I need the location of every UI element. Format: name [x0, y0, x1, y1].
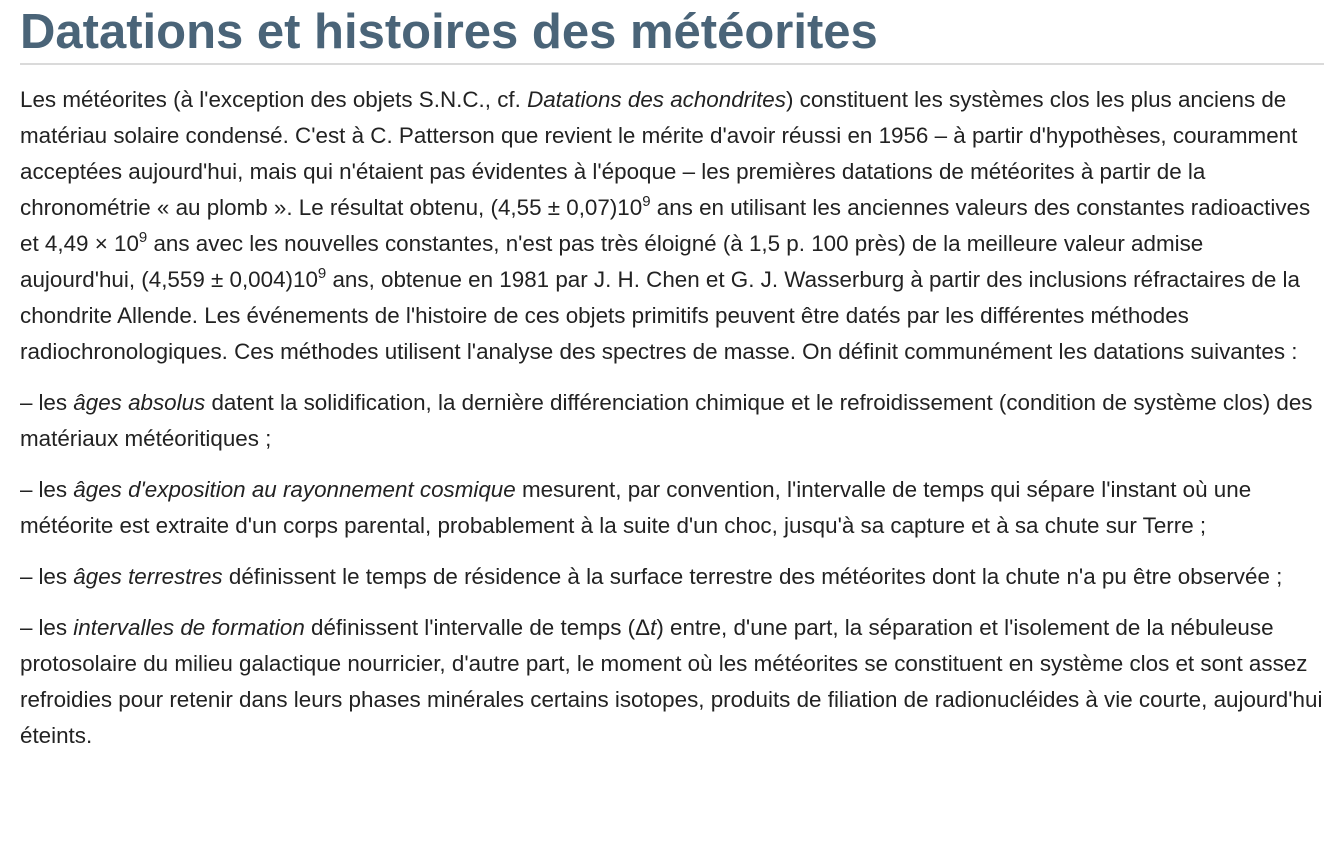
item-term: âges absolus: [73, 390, 206, 415]
exponent-2: 9: [138, 228, 148, 246]
list-item-exposure-ages: [20, 472, 1324, 544]
list-item-absolute-ages: [20, 385, 1324, 457]
item-term: intervalles de formation: [73, 615, 305, 640]
list-item-terrestrial-ages: [20, 559, 1324, 595]
page-title: Datations et histoires des météorites: [20, 5, 878, 59]
item-text-2: ) entre, d'une part, la séparation et l'isolement de la nébuleuse protosolaire du milieu galactique nourricier, d'autre part, le moment où les météorites se constituent en système clos et sont assez refroidies pour retenir dans leurs phases minérales certains isotopes, produits de filiation de radionucléides à vie courte, aujourd'hui éteints.: [20, 615, 1323, 748]
intro-text-5: ans, obtenue en 1981 par J. H. Chen et G. J. Wasserburg à partir des inclusions réfractaires de la chondrite Allende. Les événements de l'histoire de ces objets primitifs peuvent être datés par les différentes méthodes radiochronologiques. Ces méthodes utilisent l'analyse des spectres de masse. On définit communément les datations suivantes :: [20, 267, 1300, 364]
item-text: mesurent, par convention, l'intervalle de temps qui sépare l'instant où une météorite est extraite d'un corps parental, probablement à la suite d'un choc, jusqu'à sa capture et à sa chute sur Terre ;: [20, 477, 1252, 538]
intro-text-1: Les météorites (à l'exception des objets S.N.C., cf.: [20, 87, 528, 112]
title-divider: [20, 63, 1324, 65]
item-lead: les: [38, 477, 74, 502]
item-term: âges terrestres: [73, 564, 223, 589]
exponent-3: 9: [317, 264, 327, 282]
time-variable: t: [650, 615, 657, 640]
intro-text-4: ans avec les nouvelles constantes, n'est pas très éloigné (à 1,5 p. 100 près) de la meilleure valeur admise aujourd'hui, (4,559 ± 0,004)10: [20, 231, 1204, 292]
intro-text-2: ) constituent les systèmes clos les plus anciens de matériau solaire condensé. C'est à C. Patterson que revient le mérite d'avoir réussi en 1956 – à partir d'hypothèses, couramment acceptées aujourd'hui, mais qui n'étaient pas évidentes à l'époque – les premières datations de météorites à partir de la chronométrie « au plomb ». Le résultat obtenu, (4,55 ± 0,07)10: [20, 87, 1298, 220]
dash-marker: –: [20, 390, 33, 415]
item-lead: les: [38, 615, 74, 640]
item-text-1: définissent l'intervalle de temps (Δ: [304, 615, 651, 640]
dash-marker: –: [20, 477, 33, 502]
dash-marker: –: [20, 615, 33, 640]
article: [20, 0, 1324, 754]
item-lead: les: [38, 564, 74, 589]
item-term: âges d'exposition au rayonnement cosmique: [73, 477, 516, 502]
exponent-1: 9: [642, 192, 651, 210]
dash-marker: –: [20, 564, 33, 589]
item-text: définissent le temps de résidence à la surface terrestre des météorites dont la chute n'a pu être observée ;: [222, 564, 1283, 589]
intro-text-3: ans en utilisant les anciennes valeurs des constantes radioactives et 4,49 × 10: [20, 195, 1311, 256]
achondrites-reference: Datations des achondrites: [527, 87, 786, 112]
intro-paragraph: [20, 82, 1324, 370]
list-item-formation-intervals: [20, 610, 1324, 754]
item-text: datent la solidification, la dernière différenciation chimique et le refroidissement (condition de système clos) des matériaux météoritiques ;: [20, 390, 1313, 451]
item-lead: les: [38, 390, 74, 415]
